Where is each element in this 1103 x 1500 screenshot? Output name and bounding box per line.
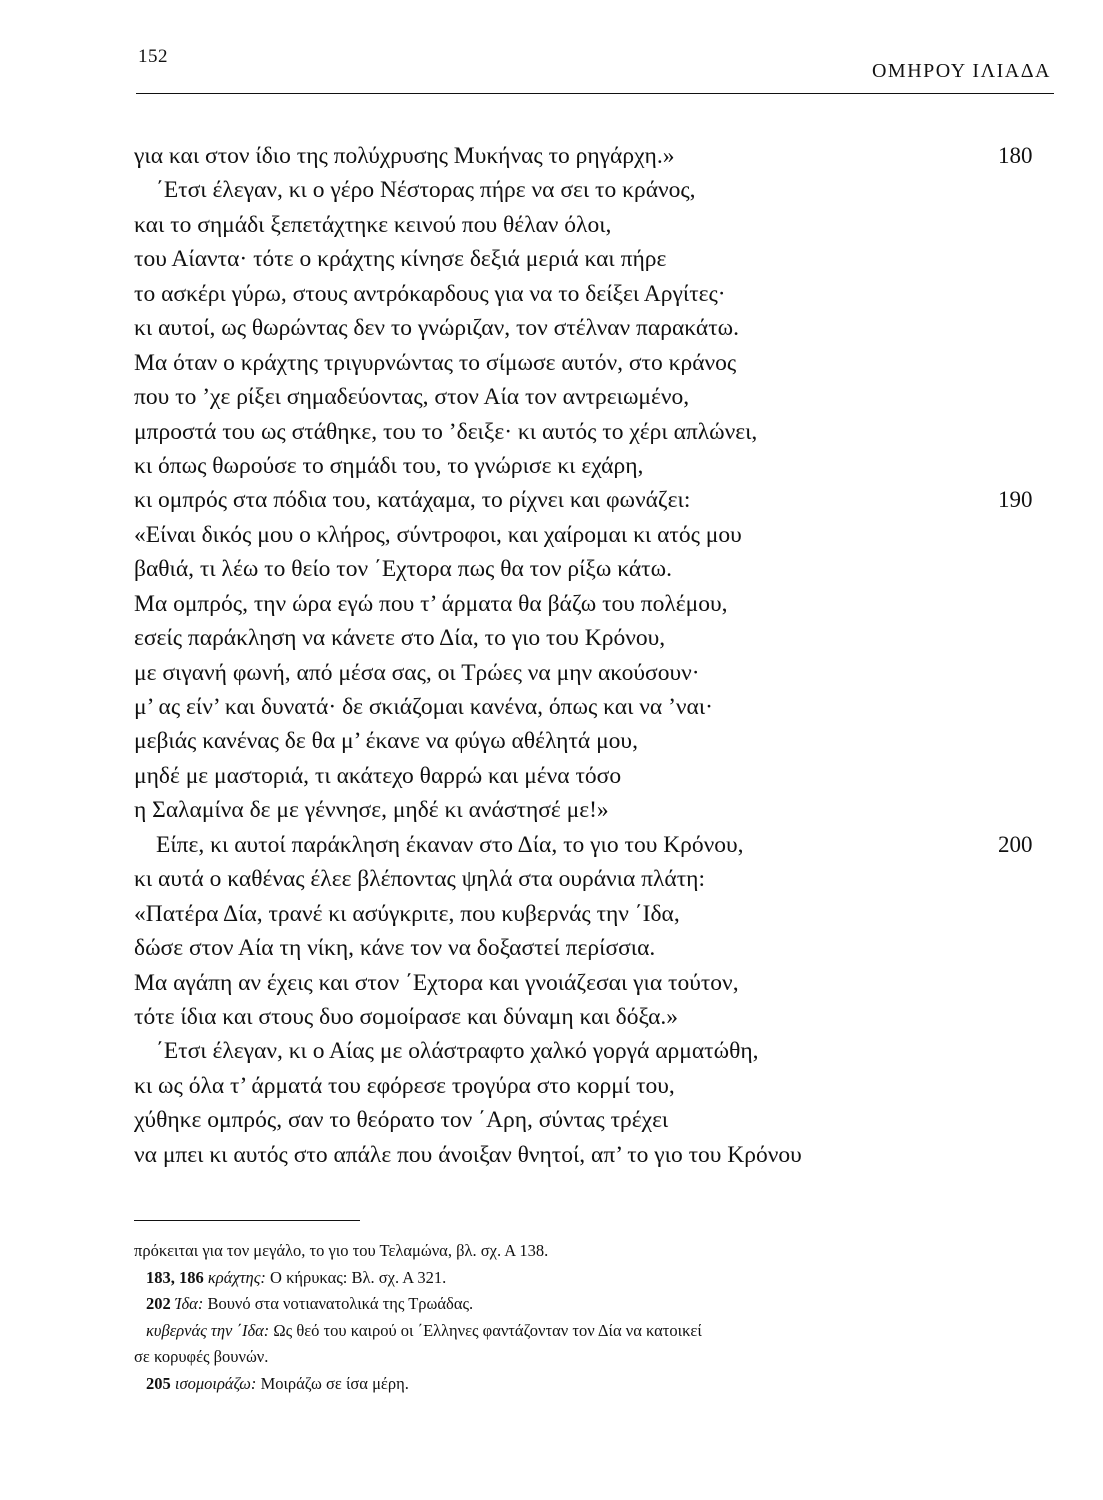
- footnote-line: [134, 1238, 1014, 1265]
- footnote-term: Ίδα:: [174, 1294, 204, 1313]
- verse-line: [134, 1034, 1014, 1068]
- verse-line: [134, 311, 1014, 345]
- page-number: 152: [138, 46, 168, 67]
- header-rule: [136, 93, 1054, 94]
- verse-text: Μα όταν ο κράχτης τριγυρνώντας το σίμωσε αυτόν, στο κράνος: [134, 349, 737, 376]
- verse-text: κι ομπρός στα πόδια του, κατάχαμα, το ρίχνει και φωνάζει:: [134, 487, 691, 514]
- verse-text: μ’ ας είν’ και δυνατά· δε σκιάζομαι κανένα, όπως και να ’ναι·: [134, 694, 714, 720]
- verse-line: [134, 862, 1014, 896]
- verse-text: με σιγανή φωνή, από μέσα σας, οι Τρώες να μην ακούσουν·: [134, 659, 700, 686]
- verse-text: Μα ομπρός, την ώρα εγώ που τ’ άρματα θα βάζω του πολέμου,: [134, 590, 728, 617]
- verse-line: [134, 897, 1014, 931]
- verse-text: Είπε, κι αυτοί παράκληση έκαναν στο Δία, το γιο του Κρόνου,: [156, 831, 744, 858]
- verse-text: το ασκέρι γύρω, στους αντρόκαρδους για να το δείξει Αργίτες·: [134, 280, 726, 307]
- footnote-text: Ο κήρυκας: Βλ. σχ. Α 321.: [270, 1267, 447, 1287]
- verse-line: [134, 242, 1014, 276]
- verse-text: «Πατέρα Δία, τρανέ κι ασύγκριτε, που κυβερνάς την ΄Ιδα,: [134, 900, 680, 927]
- footnote-rule: [134, 1220, 360, 1221]
- line-number: 200: [998, 831, 1033, 857]
- verse-line: [134, 931, 1014, 965]
- verse-line: [134, 380, 1014, 414]
- verse-line: [134, 1000, 1014, 1034]
- verse-line: [134, 793, 1014, 827]
- footnote-line: [134, 1265, 1014, 1292]
- verse-text: να μπει κι αυτός στο απάλε που άνοιξαν θνητοί, απ’ το γιο του Κρόνου: [134, 1141, 802, 1168]
- footnote-line: [134, 1371, 1014, 1398]
- verse-text: ΄Ετσι έλεγαν, κι ο Αίας με ολάστραφτο χαλκό γοργά αρματώθη,: [156, 1038, 759, 1065]
- verse-line: [134, 1069, 1014, 1103]
- footnote-line: [134, 1344, 1014, 1371]
- verse-text: βαθιά, τι λέω το θείο τον ΄Εχτορα πως θα τον ρίξω κάτω.: [134, 556, 672, 583]
- footnote-text: πρόκειται για τον μεγάλο, το γιο του Τελαμώνα, βλ. σχ. Α 138.: [134, 1241, 549, 1260]
- verse-text: Μα αγάπη αν έχεις και στον ΄Εχτορα και γνοιάζεσαι για τούτον,: [134, 969, 739, 996]
- footnote-term: κυβερνάς την ΄Ιδα:: [146, 1320, 270, 1340]
- running-title: ΟΜΗΡΟΥ ΙΛΙΑΔΑ: [871, 60, 1051, 82]
- verse-text: κι αυτά ο καθένας έλεε βλέποντας ψηλά στα ουράνια πλάτη:: [134, 866, 705, 893]
- footnote-text: σε κορυφές βουνών.: [134, 1347, 269, 1366]
- verse-line: [134, 690, 1014, 724]
- verse-line: [134, 966, 1014, 1000]
- verse-line: [134, 759, 1014, 793]
- verse-text: κι αυτοί, ως θωρώντας δεν το γνώριζαν, τον στέλναν παρακάτω.: [134, 315, 739, 342]
- verse-line: [134, 277, 1014, 311]
- verse-line: [134, 656, 1014, 690]
- line-number: 180: [998, 143, 1033, 168]
- footnotes: [134, 1238, 1014, 1397]
- verse-line: [134, 139, 1033, 173]
- verse-text: κι ως όλα τ’ άρματά του εφόρεσε τρογύρα στο κορμί του,: [134, 1072, 675, 1099]
- verse-line: [134, 173, 1014, 207]
- verse-text: και το σημάδι ξεπετάχτηκε κεινού που θέλαν όλοι,: [134, 211, 612, 238]
- verse-line: [134, 724, 1014, 758]
- verse-text: για και στον ίδιο της πολύχρυσης Μυκήνας το ρηγάρχη.»: [134, 143, 675, 169]
- verse-line: [134, 828, 1033, 862]
- verse-text: που το ’χε ρίξει σημαδεύοντας, στον Αία τον αντρειωμένο,: [134, 384, 690, 411]
- footnote-ref: 205: [146, 1373, 171, 1393]
- verse-line: [134, 449, 1014, 483]
- verse-text: ΄Ετσι έλεγαν, κι ο γέρο Νέστορας πήρε να σει το κράνος,: [156, 177, 696, 204]
- verse-text: εσείς παράκληση να κάνετε στο Δία, το γιο του Κρόνου,: [134, 625, 666, 652]
- verse-line: [134, 1138, 1014, 1172]
- verse-text: χύθηκε ομπρός, σαν το θεόρατο τον ΄Αρη, σύντας τρέχει: [134, 1107, 669, 1134]
- verse-line: [134, 1103, 1014, 1137]
- verse-line: [134, 552, 1014, 586]
- footnote-text: Ως θεό του καιρού οι ΄Ελληνες φαντάζονταν τον Δία να κατοικεί: [273, 1320, 702, 1340]
- verse-line: [134, 483, 1033, 517]
- verse-text: κι όπως θωρούσε το σημάδι του, το γνώρισε κι εχάρη,: [134, 452, 644, 479]
- verse-text: τότε ίδια και στους δυο σομοίρασε και δύναμη και δόξα.»: [134, 1003, 679, 1030]
- verse-line: [134, 518, 1014, 552]
- verse-text: του Αίαντα· τότε ο κράχτης κίνησε δεξιά μεριά και πήρε: [134, 246, 667, 273]
- footnote-text: Μοιράζω σε ίσα μέρη.: [260, 1373, 409, 1393]
- verse-line: [134, 621, 1014, 655]
- verse-text: μπροστά του ως στάθηκε, του το ’δειξε· κι αυτός το χέρι απλώνει,: [134, 418, 758, 445]
- footnote-ref: 202: [146, 1294, 171, 1313]
- footnote-term: ισομοιράζω:: [174, 1373, 257, 1393]
- verse-line: [134, 587, 1014, 621]
- footnote-ref: 183, 186: [146, 1267, 204, 1287]
- verse-line: [134, 208, 1014, 242]
- verse-text: η Σαλαμίνα δε με γέννησε, μηδέ κι ανάστησέ με!»: [134, 797, 609, 824]
- verse-text: δώσε στον Αία τη νίκη, κάνε τον να δοξαστεί περίσσια.: [134, 935, 656, 962]
- footnote-term: κράχτης:: [207, 1267, 266, 1287]
- verse-text: μεβιάς κανένας δε θα μ’ έκανε να φύγω αθέλητά μου,: [134, 728, 638, 755]
- line-number: 190: [998, 487, 1033, 513]
- verse-line: [134, 346, 1014, 380]
- verse-block: [134, 139, 1033, 1172]
- verse-text: μηδέ με μαστοριά, τι ακάτεχο θαρρώ και μένα τόσο: [134, 762, 622, 789]
- footnote-line: [134, 1291, 1014, 1318]
- footnote-line: [134, 1318, 1014, 1345]
- verse-line: [134, 415, 1014, 449]
- verse-text: «Είναι δικός μου ο κλήρος, σύντροφοι, και χαίρομαι κι ατός μου: [134, 521, 742, 548]
- footnote-text: Βουνό στα νοτιανατολικά της Τρωάδας.: [207, 1294, 474, 1313]
